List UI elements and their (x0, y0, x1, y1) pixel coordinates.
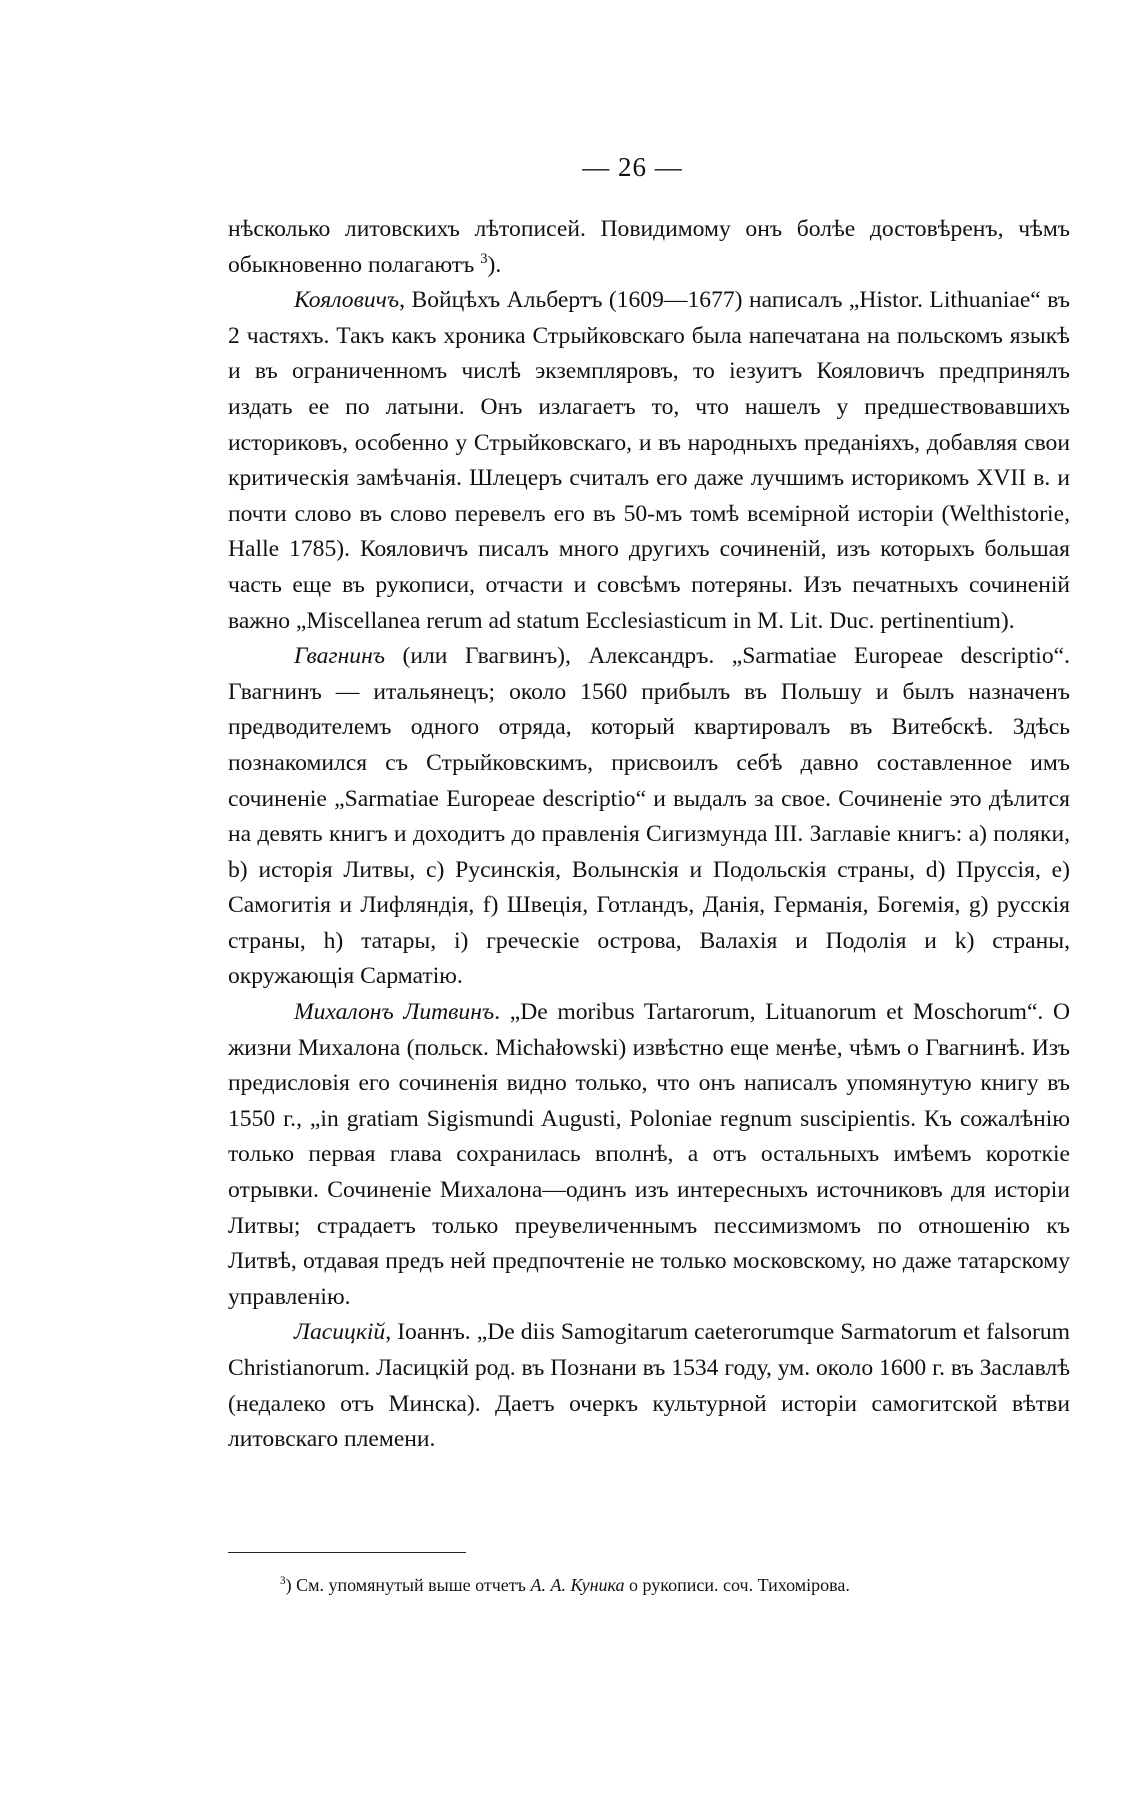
paragraph-gvagnin: Гвагнинъ (или Гвагвинъ), Александръ. „Sarmatiae Europeae descriptio“. Гвагнинъ — итальянецъ; около 1560 прибылъ въ Польшу и былъ назначенъ предводителемъ одного отряда, который квартировалъ въ Витебскѣ. Здѣсь познакомился съ Стрыйковскимъ, присвоилъ себѣ давно составленное имъ сочиненіе „Sarmatiae Europeae descriptio“ и выдалъ за свое. Сочиненіе это дѣлится на девять книгъ и доходитъ до правленія Сигизмунда III. Заглавіе книгъ: a) поляки, b) исторія Литвы, c) Русинскія, Волынскія и Подольскія страны, d) Пруссія, e) Самогитія и Лифляндія, f) Швеція, Готландъ, Данія, Германія, Богемія, g) русскія страны, h) татары, i) греческіе острова, Валахія и Подолія и k) страны, окружающія Сарматію. (228, 643, 1070, 990)
paragraph-continuation: нѣсколько литовскихъ лѣтописей. Повидимому онъ болѣе достовѣренъ, чѣмъ обыкновенно полагаютъ $^3$). (228, 216, 1070, 278)
paragraph-lasicki: Ласицкій, Іоаннъ. „De diis Samogitarum caeterorumque Sarmatorum et falsorum Christianorum. Ласицкій род. въ Познани въ 1534 году, ум. около 1600 г. въ Заславлѣ (недалеко отъ Минска). Даетъ очеркъ культурной исторіи самогитской вѣтви литовскаго племени. (228, 1319, 1070, 1453)
footnote-reference: 3 (480, 250, 488, 267)
footnote: $^3$) См. упомянутый выше отчетъ А. А. Куника о рукописи. соч. Тихомірова. (280, 1575, 850, 1595)
footnote-marker: 3 (280, 1575, 286, 1587)
body-text (228, 212, 1070, 1458)
footnote-author: А. А. Куника (530, 1575, 625, 1595)
author-name: Кояловичъ (294, 287, 400, 314)
author-name: Михалонъ Литвинъ (294, 999, 495, 1026)
footnote-divider (228, 1552, 466, 1553)
page-number: — 26 — (582, 152, 683, 182)
paragraph-koyalovich: Кояловичъ, Войцѣхъ Альбертъ (1609—1677) написалъ „Histor. Lithuaniae“ въ 2 частяхъ. Такъ какъ хроника Стрыйковскаго была напечатана на польскомъ языкѣ и въ ограниченномъ числѣ экземпляровъ, то іезуитъ Кояловичъ предпринялъ издать ее по латыни. Онъ излагаетъ то, что нашелъ у предшествовавшихъ историковъ, особенно у Стрыйковскаго, и въ народныхъ преданіяхъ, добавляя свои критическія замѣчанія. Шлецеръ считалъ его даже лучшимъ историкомъ XVII в. и почти слово въ слово перевелъ его въ 50-мъ томѣ всемірной исторіи (Welthistorie, Halle 1785). Кояловичъ писалъ много другихъ сочиненій, изъ которыхъ большая часть еще въ рукописи, отчасти и совсѣмъ потеряны. Изъ печатныхъ сочиненій важно „Miscellanea rerum ad statum Ecclesiasticum in M. Lit. Duc. pertinentium). (228, 287, 1070, 634)
author-name: Гвагнинъ (294, 643, 386, 670)
author-name: Ласицкій (294, 1319, 386, 1346)
paragraph-mikhalon: Михалонъ Литвинъ. „De moribus Tartarorum, Lituanorum et Moschorum“. О жизни Михалона (польск. Michałowski) извѣстно еще менѣе, чѣмъ о Гвагнинѣ. Изъ предисловія его сочиненія видно только, что онъ написалъ упомянутую книгу въ 1550 г., „in gratiam Sigismundi Augusti, Poloniae regnum suscipientis. Къ сожалѣнію только первая глава сохранилась вполнѣ, а отъ остальныхъ имѣемъ короткіе отрывки. Сочиненіе Михалона—одинъ изъ интересныхъ источниковъ для исторіи Литвы; страдаетъ только преувеличеннымъ пессимизмомъ по отношенію къ Литвѣ, отдавая предъ ней предпочтеніе не только московскому, но даже татарскому управленію. (228, 999, 1070, 1310)
